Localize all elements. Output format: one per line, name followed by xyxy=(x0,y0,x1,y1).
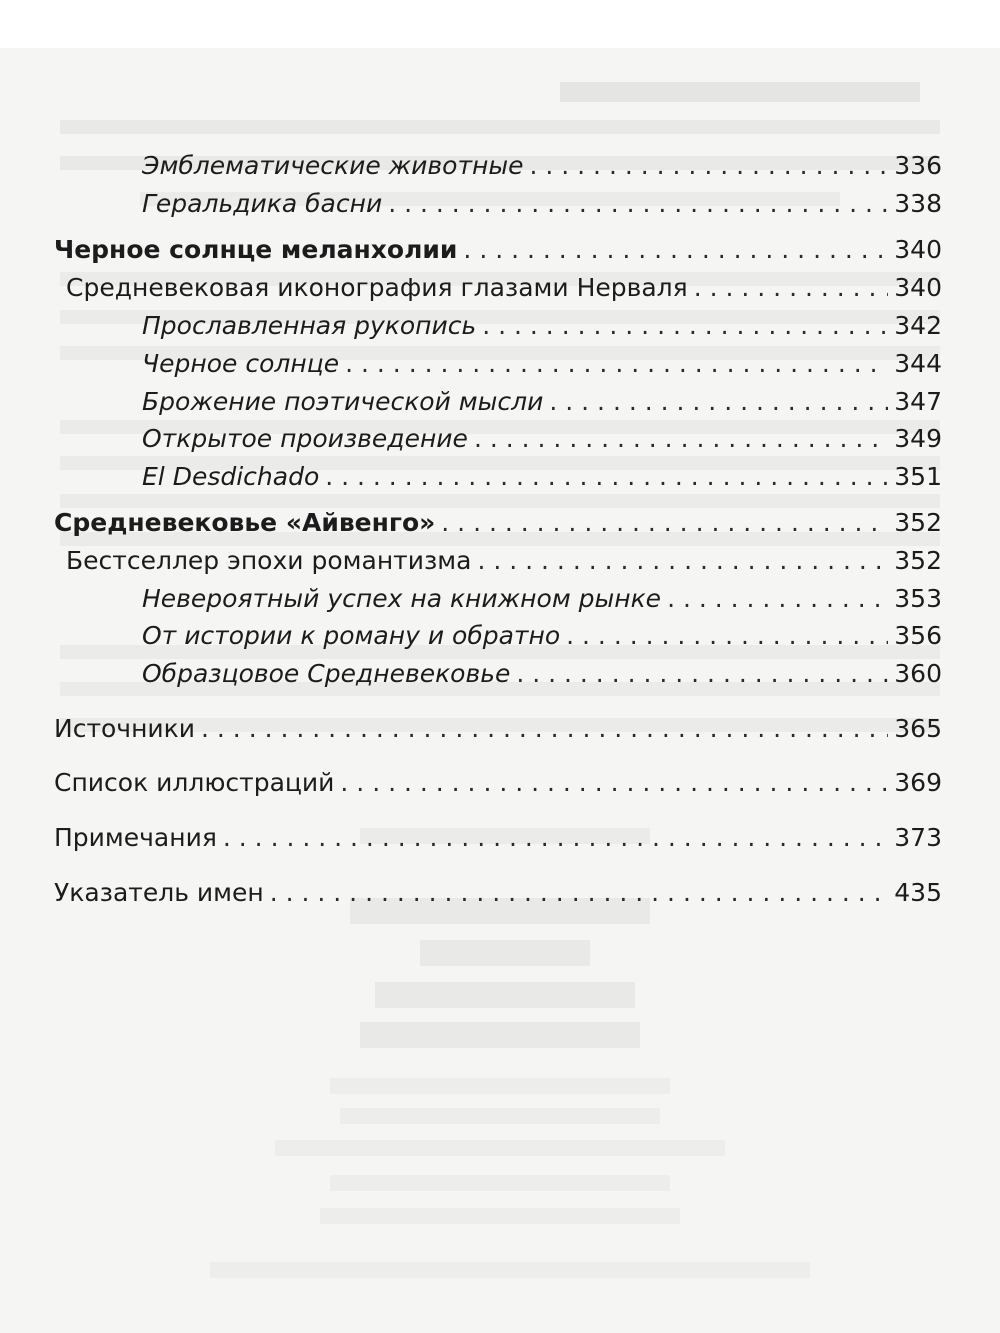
toc-leader-dots xyxy=(340,765,888,801)
toc-leader-dots xyxy=(201,711,888,747)
toc-page-number: 340 xyxy=(894,273,942,302)
toc-entry xyxy=(54,421,942,457)
toc-leader-dots xyxy=(566,618,888,654)
toc-entry xyxy=(54,346,942,382)
toc-page-number: 342 xyxy=(894,311,942,340)
toc-leader-dots xyxy=(441,505,888,541)
toc-back-matter-title: Источники xyxy=(54,714,196,743)
toc-leader-dots xyxy=(345,346,888,382)
toc-entry xyxy=(54,186,942,222)
toc-back-matter xyxy=(54,765,942,801)
toc-section-title: Средневековая иконография глазами Нерваля xyxy=(66,273,688,302)
toc-leader-dots xyxy=(694,270,889,306)
toc-leader-dots xyxy=(529,148,888,184)
toc-leader-dots xyxy=(474,421,888,457)
toc-back-matter-title: Указатель имен xyxy=(54,878,264,907)
toc-section-title: Бестселлер эпохи романтизма xyxy=(66,546,472,575)
toc-page-number: 369 xyxy=(894,768,942,797)
toc-back-matter xyxy=(54,820,942,856)
toc-chapter xyxy=(54,232,942,268)
toc-entry-title: Невероятный успех на книжном рынке xyxy=(142,584,662,613)
toc-entry xyxy=(54,459,942,495)
toc-page-number: 365 xyxy=(894,714,942,743)
toc-entry-title: От истории к роману и обратно xyxy=(142,621,561,650)
toc-entry-title: Образцовое Средневековье xyxy=(142,659,511,688)
toc-page-number: 349 xyxy=(894,424,942,453)
toc-page-number: 373 xyxy=(894,823,942,852)
toc-leader-dots xyxy=(667,581,888,617)
toc-entry-title: Эмблематические животные xyxy=(142,151,524,180)
toc-page-number: 435 xyxy=(894,878,942,907)
toc-page-number: 340 xyxy=(894,235,942,264)
toc-leader-dots xyxy=(223,820,888,856)
toc-section xyxy=(54,270,942,306)
toc-back-matter xyxy=(54,711,942,747)
toc-chapter-title: Средневековье «Айвенго» xyxy=(54,508,436,537)
toc-page-number: 352 xyxy=(894,508,942,537)
toc-entry xyxy=(54,308,942,344)
toc-page-number: 338 xyxy=(894,189,942,218)
toc-entry xyxy=(54,656,942,692)
toc-page-number: 347 xyxy=(894,387,942,416)
toc-back-matter-title: Примечания xyxy=(54,823,217,852)
toc-entry-title: Брожение поэтической мысли xyxy=(142,387,544,416)
toc-entry xyxy=(54,581,942,617)
toc-leader-dots xyxy=(516,656,888,692)
toc-entry xyxy=(54,384,942,420)
toc-entry-title: Геральдика басни xyxy=(142,189,383,218)
toc-leader-dots xyxy=(549,384,888,420)
toc-entry-title: Прославленная рукопись xyxy=(142,311,477,340)
toc-leader-dots xyxy=(482,308,888,344)
toc-leader-dots xyxy=(463,232,888,268)
toc-page-number: 352 xyxy=(894,546,942,575)
toc-page-number: 360 xyxy=(894,659,942,688)
toc-back-matter-title: Список иллюстраций xyxy=(54,768,335,797)
toc-chapter xyxy=(54,505,942,541)
toc-section xyxy=(54,543,942,579)
toc-page-number: 344 xyxy=(894,349,942,378)
toc-page-number: 351 xyxy=(894,462,942,491)
toc-entry xyxy=(54,148,942,184)
toc-page-number: 353 xyxy=(894,584,942,613)
toc-page-number: 356 xyxy=(894,621,942,650)
toc-back-matter xyxy=(54,875,942,911)
toc-entry-title: El Desdichado xyxy=(142,462,320,491)
toc-chapter-title: Черное солнце меланхолии xyxy=(54,235,458,264)
toc-entry-title: Открытое произведение xyxy=(142,424,468,453)
toc-leader-dots xyxy=(388,186,888,222)
toc-entry-title: Черное солнце xyxy=(142,349,340,378)
toc-leader-dots xyxy=(325,459,888,495)
toc-entry xyxy=(54,618,942,654)
toc-leader-dots xyxy=(477,543,888,579)
toc-page-number: 336 xyxy=(894,151,942,180)
toc-leader-dots xyxy=(270,875,889,911)
